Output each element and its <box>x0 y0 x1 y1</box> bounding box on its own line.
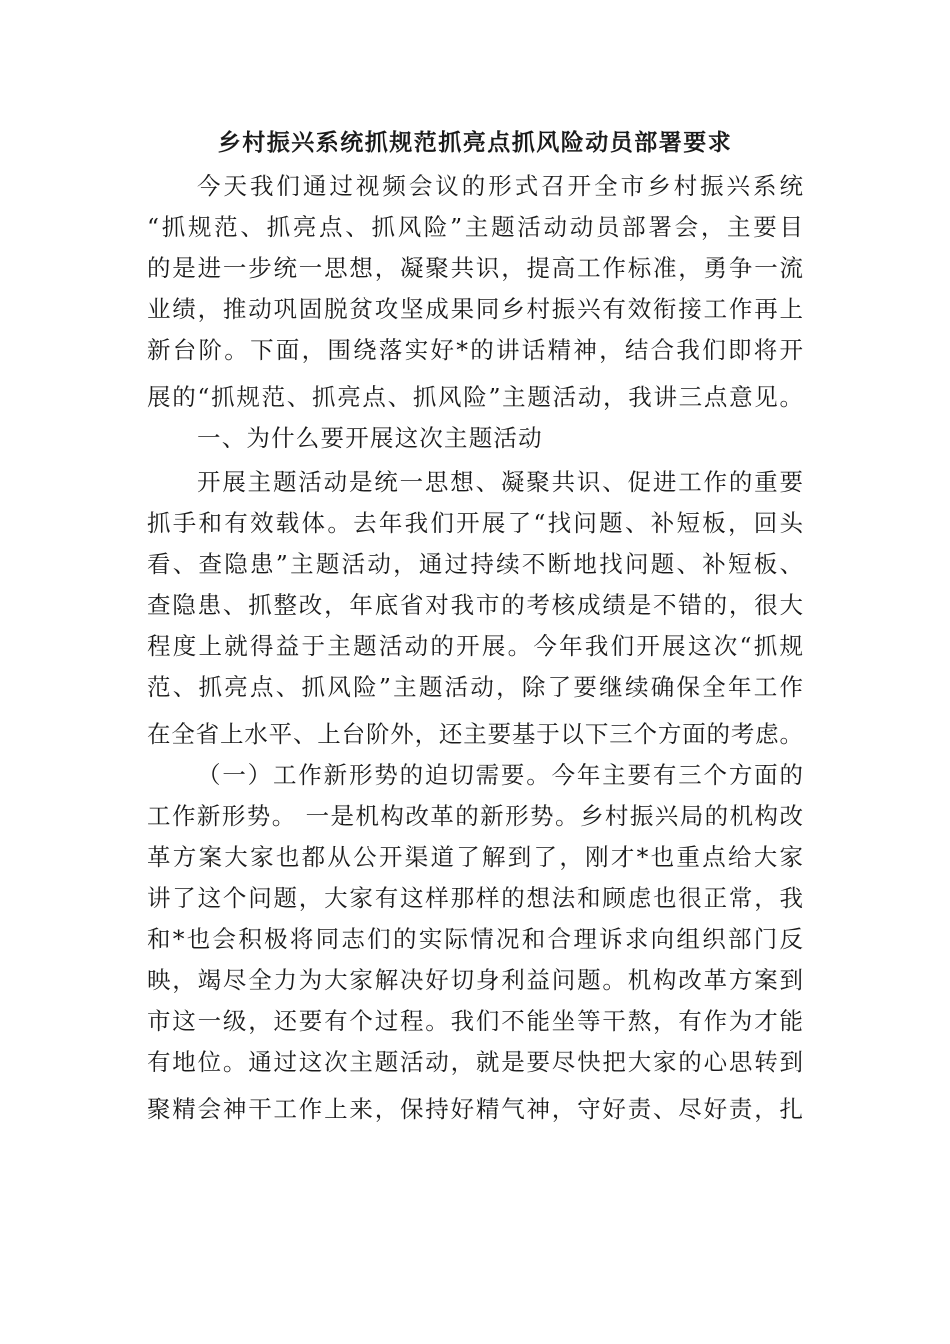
paragraph-line: 和*也会积极将同志们的实际情况和合理诉求向组织部门反 <box>147 925 803 953</box>
paragraph-line: 工作新形势。 一是机构改革的新形势。乡村振兴局的机构改 <box>147 802 803 830</box>
paragraph-line: 开展主题活动是统一思想、凝聚共识、促进工作的重要 <box>197 468 803 496</box>
paragraph-line: 映，竭尽全力为大家解决好切身利益问题。机构改革方案到 <box>147 966 803 994</box>
paragraph-line: 在全省上水平、上台阶外，还主要基于以下三个方面的考虑。 <box>147 720 803 748</box>
paragraph-line: 程度上就得益于主题活动的开展。今年我们开展这次“抓规 <box>147 632 803 660</box>
paragraph-line: 范、抓亮点、抓风险”主题活动，除了要继续确保全年工作 <box>147 673 803 701</box>
paragraph-line: 看、查隐患”主题活动，通过持续不断地找问题、补短板、 <box>147 550 803 578</box>
paragraph-line: 展的“抓规范、抓亮点、抓风险”主题活动，我讲三点意见。 <box>147 383 803 411</box>
paragraph-line: 讲了这个问题，大家有这样那样的想法和顾虑也很正常，我 <box>147 884 803 912</box>
paragraph-line: 的是进一步统一思想，凝聚共识，提高工作标准，勇争一流 <box>147 254 803 282</box>
paragraph-line: 抓手和有效载体。去年我们开展了“找问题、补短板，回头 <box>147 509 803 537</box>
paragraph-line: “抓规范、抓亮点、抓风险”主题活动动员部署会，主要目 <box>147 213 803 241</box>
paragraph-line: 今天我们通过视频会议的形式召开全市乡村振兴系统 <box>197 172 803 200</box>
section-heading: 一、为什么要开展这次主题活动 <box>197 424 543 452</box>
paragraph-line: 查隐患、抓整改，年底省对我市的考核成绩是不错的，很大 <box>147 591 803 619</box>
paragraph-line: 聚精会神干工作上来，保持好精气神，守好责、尽好责，扎 <box>147 1095 803 1123</box>
document-title: 乡村振兴系统抓规范抓亮点抓风险动员部署要求 <box>217 129 733 156</box>
subsection-line: （一）工作新形势的迫切需要。今年主要有三个方面的 <box>197 761 803 789</box>
paragraph-line: 市这一级，还要有个过程。我们不能坐等干熬，有作为才能 <box>147 1007 803 1035</box>
paragraph-line: 业绩，推动巩固脱贫攻坚成果同乡村振兴有效衔接工作再上 <box>147 295 803 323</box>
paragraph-line: 有地位。通过这次主题活动，就是要尽快把大家的心思转到 <box>147 1048 803 1076</box>
paragraph-line: 新台阶。下面，围绕落实好*的讲话精神，结合我们即将开 <box>147 336 803 364</box>
paragraph-line: 革方案大家也都从公开渠道了解到了，刚才*也重点给大家 <box>147 843 803 871</box>
